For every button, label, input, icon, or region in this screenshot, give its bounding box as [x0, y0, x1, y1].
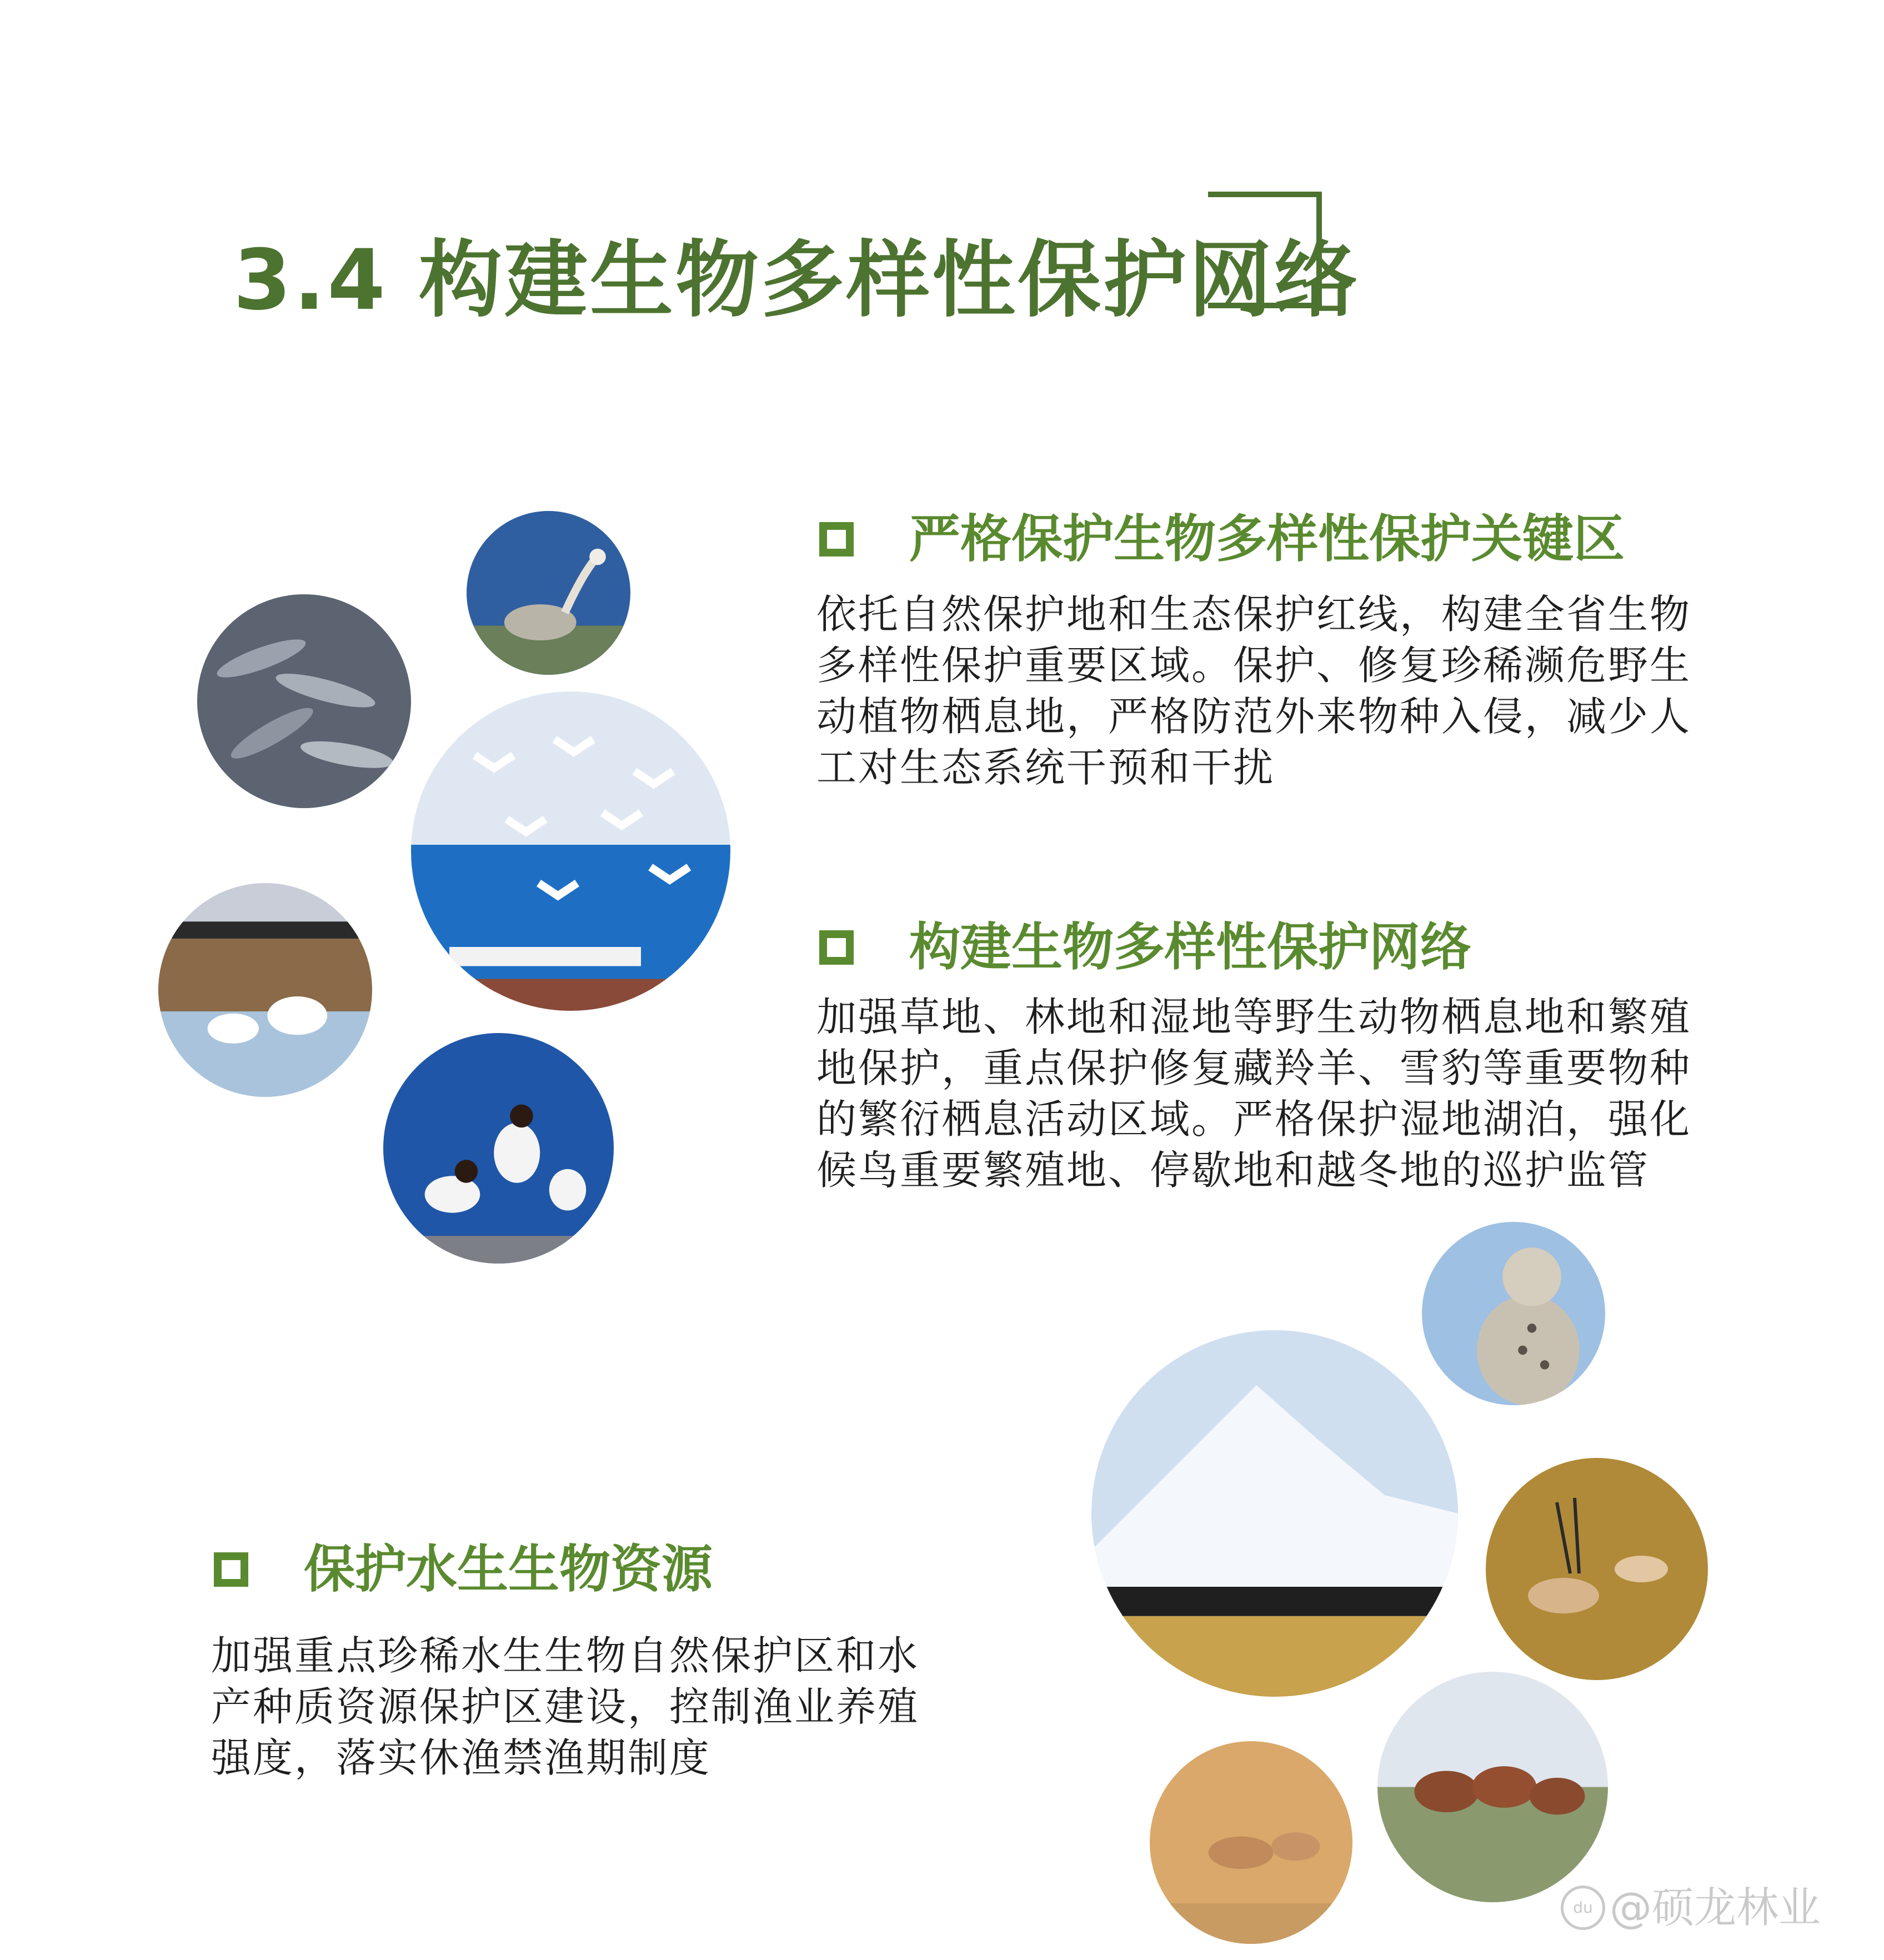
black-headed-gulls-photo [383, 1033, 614, 1264]
fish-photo [197, 594, 411, 808]
swans-yaks-photo [158, 883, 372, 1097]
section-1-heading [819, 509, 1625, 569]
section-3-heading [214, 1540, 713, 1599]
section-3-line: 加强重点珍稀水生生物自然保护区和水 [211, 1632, 920, 1679]
section-2-line: 的繁衍栖息活动区域。严格保护湿地湖泊，强化 [816, 1096, 1692, 1142]
section-3-heading-text: 保护水生生物资源 [304, 1540, 713, 1599]
section-1-line: 多样性保护重要区域。保护、修复珍稀濒危野生 [816, 642, 1692, 689]
kiang-photo [1377, 1672, 1608, 1902]
section-2-line: 候鸟重要繁殖地、停歇地和越冬地的巡护监管 [816, 1147, 1650, 1194]
section-1-line: 动植物栖息地，严格防范外来物种入侵，减少人 [816, 693, 1692, 740]
section-1-line: 依托自然保护地和生态保护红线，构建全省生物 [816, 591, 1692, 638]
gazelle-photo [1150, 1741, 1352, 1944]
title-bracket-decoration [1208, 192, 1322, 308]
section-1-heading-text: 严格保护生物多样性保护关键区 [909, 509, 1625, 569]
watermark [1561, 1883, 1821, 1933]
section-1-body [816, 589, 1691, 793]
tibetan-antelope-photo [1486, 1458, 1708, 1680]
checkbox-icon [214, 1552, 248, 1587]
snow-mountain-yaks-photo [1091, 1330, 1458, 1697]
page-title: 3.4 构建生物多样性保护网络 [233, 232, 1360, 329]
section-2-heading [819, 918, 1472, 977]
section-3-line: 强度，落实休渔禁渔期制度 [211, 1735, 711, 1781]
section-2-line: 地保护，重点保护修复藏羚羊、雪豹等重要物种 [816, 1045, 1692, 1091]
section-3-line: 产种质资源保护区建设，控制渔业养殖 [211, 1683, 920, 1730]
watermark-text: @硕龙林业 [1610, 1883, 1821, 1932]
checkbox-icon [819, 930, 854, 965]
goose-photo [467, 511, 630, 675]
section-2-heading-text: 构建生物多样性保护网络 [909, 918, 1472, 977]
snow-leopard-photo [1422, 1222, 1605, 1405]
paw-icon: du [1561, 1886, 1605, 1930]
section-2-body [816, 991, 1691, 1196]
section-3-body [211, 1630, 919, 1783]
section-2-line: 加强草地、林地和湿地等野生动物栖息地和繁殖 [816, 994, 1692, 1040]
gulls-flock-photo [411, 691, 730, 1011]
checkbox-icon [819, 522, 854, 557]
section-1-line: 工对生态系统干预和干扰 [816, 744, 1275, 791]
